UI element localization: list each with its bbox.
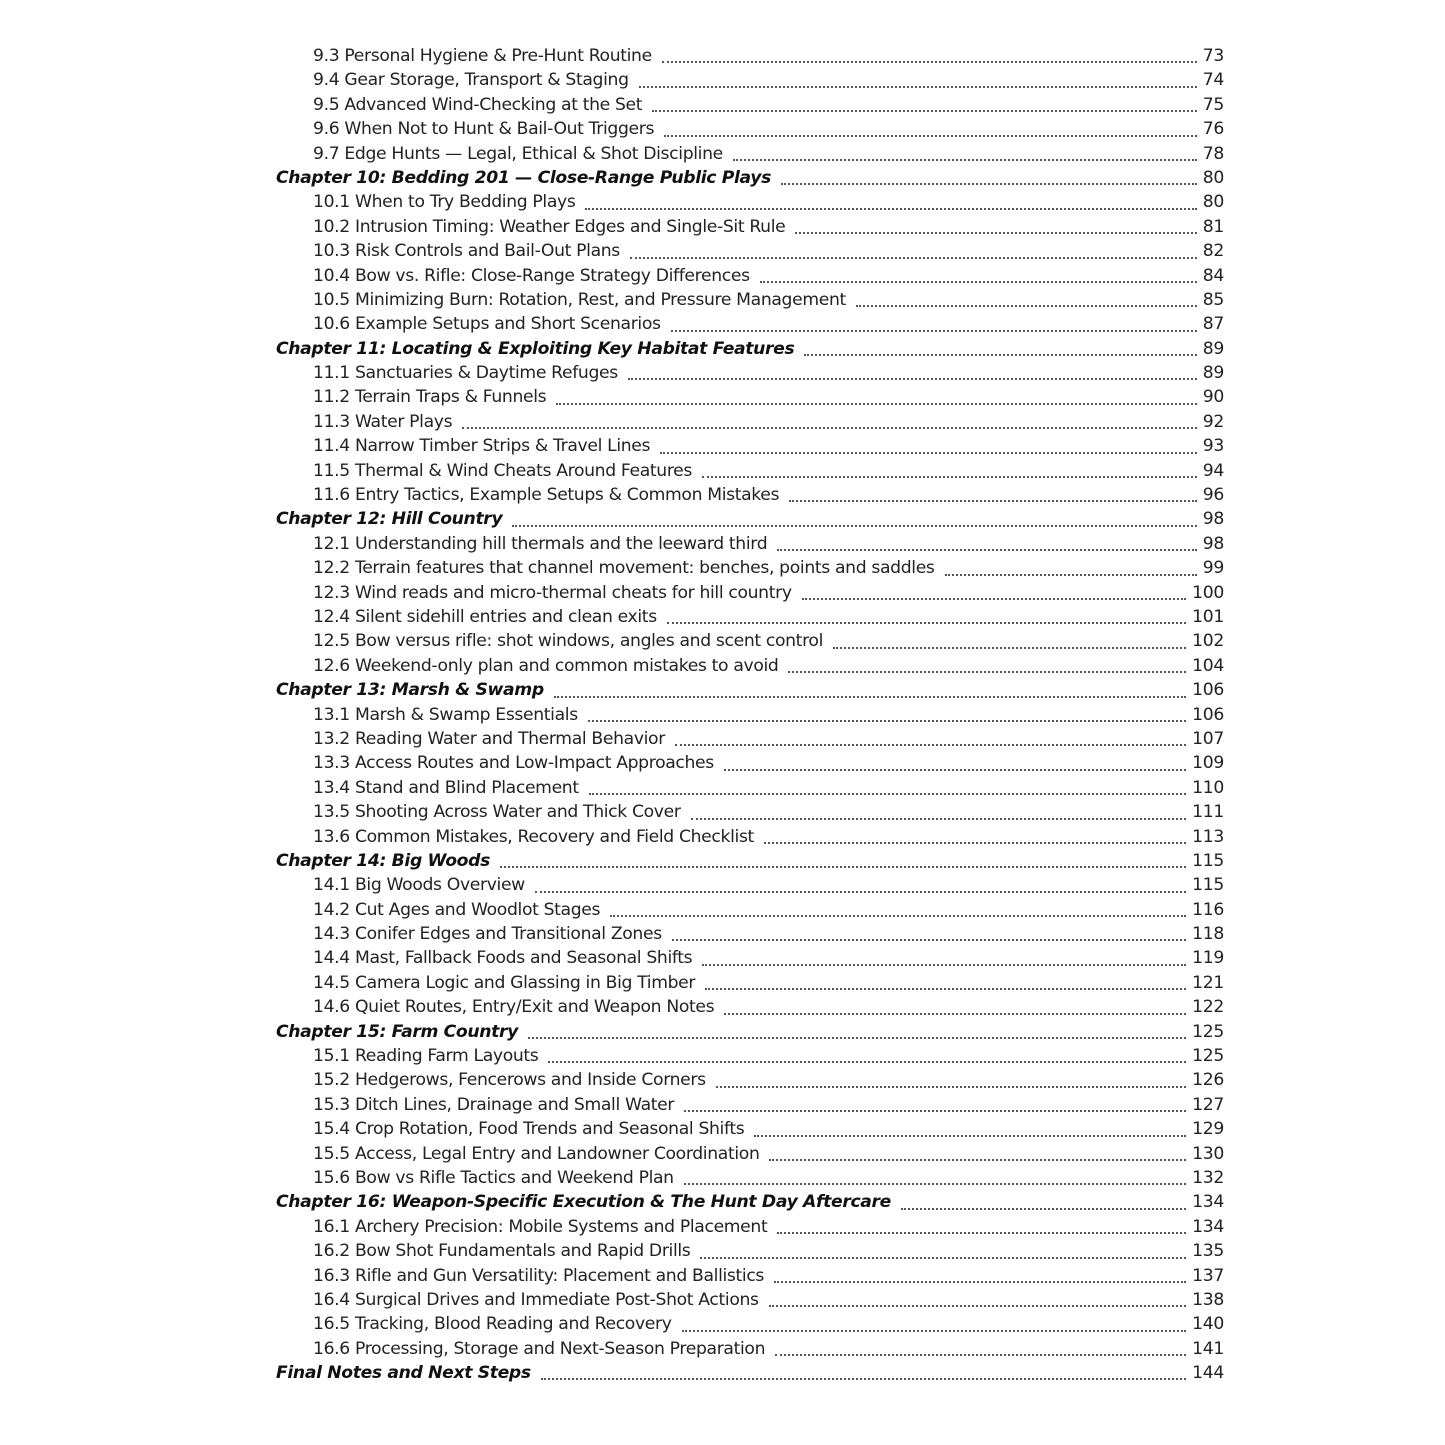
toc-section-entry[interactable] <box>276 142 1224 166</box>
dot-leader <box>628 378 1197 380</box>
toc-section-entry[interactable] <box>276 264 1224 288</box>
toc-entry-title: 13.2 Reading Water and Thermal Behavior <box>313 728 665 749</box>
dot-leader <box>769 1305 1186 1307</box>
toc-entry-page-number: 141 <box>1192 1338 1224 1359</box>
dot-leader <box>781 183 1197 185</box>
dot-leader <box>716 1086 1186 1088</box>
toc-section-entry[interactable] <box>276 605 1224 629</box>
toc-entry-title: 10.2 Intrusion Timing: Weather Edges and Single-Sit Rule <box>313 216 786 237</box>
toc-entry-title: 15.3 Ditch Lines, Drainage and Small Water <box>313 1094 675 1115</box>
dot-leader <box>754 1135 1186 1137</box>
toc-section-entry[interactable] <box>276 361 1224 385</box>
toc-section-entry[interactable] <box>276 117 1224 141</box>
toc-entry-page-number: 106 <box>1192 680 1224 701</box>
table-of-contents <box>276 44 1224 1385</box>
toc-entry-page-number: 98 <box>1202 509 1224 530</box>
toc-entry-title: 9.5 Advanced Wind-Checking at the Set <box>313 94 643 115</box>
toc-chapter-entry[interactable] <box>276 1361 1224 1385</box>
toc-entry-title: 16.3 Rifle and Gun Versatility: Placement and Ballistics <box>313 1265 765 1286</box>
toc-entry-page-number: 125 <box>1192 1021 1224 1042</box>
toc-entry-page-number: 118 <box>1192 924 1224 945</box>
toc-section-entry[interactable] <box>276 239 1224 263</box>
toc-entry-title: 15.6 Bow vs Rifle Tactics and Weekend Plan <box>313 1167 674 1188</box>
toc-entry-title: 9.4 Gear Storage, Transport & Staging <box>313 70 629 91</box>
toc-entry-page-number: 80 <box>1202 192 1224 213</box>
toc-entry-title: 13.6 Common Mistakes, Recovery and Field Checklist <box>313 826 754 847</box>
toc-section-entry[interactable] <box>276 776 1224 800</box>
toc-section-entry[interactable] <box>276 922 1224 946</box>
dot-leader <box>789 500 1197 502</box>
toc-section-entry[interactable] <box>276 995 1224 1019</box>
dot-leader <box>652 110 1197 112</box>
toc-entry-title: 12.5 Bow versus rifle: shot windows, angles and scent control <box>313 631 823 652</box>
toc-entry-page-number: 144 <box>1192 1363 1224 1384</box>
toc-entry-page-number: 87 <box>1202 314 1224 335</box>
dot-leader <box>554 696 1186 698</box>
toc-entry-title: Chapter 12: Hill Country <box>276 509 503 530</box>
toc-section-entry[interactable] <box>276 434 1224 458</box>
toc-entry-title: 11.5 Thermal & Wind Cheats Around Features <box>313 460 692 481</box>
dot-leader <box>724 769 1186 771</box>
toc-entry-page-number: 134 <box>1192 1216 1224 1237</box>
toc-section-entry[interactable] <box>276 215 1224 239</box>
dot-leader <box>588 720 1186 722</box>
toc-entry-title: 10.4 Bow vs. Rifle: Close-Range Strategy Differences <box>313 265 750 286</box>
toc-section-entry[interactable] <box>276 44 1224 68</box>
dot-leader <box>589 793 1186 795</box>
toc-entry-page-number: 76 <box>1202 119 1224 140</box>
toc-entry-page-number: 115 <box>1192 875 1224 896</box>
toc-chapter-entry[interactable] <box>276 678 1224 702</box>
toc-section-entry[interactable] <box>276 1044 1224 1068</box>
toc-section-entry[interactable] <box>276 873 1224 897</box>
toc-entry-title: 12.4 Silent sidehill entries and clean exits <box>313 606 657 627</box>
dot-leader <box>700 1257 1186 1259</box>
dot-leader <box>660 452 1197 454</box>
toc-section-entry[interactable] <box>276 1117 1224 1141</box>
toc-entry-title: 12.1 Understanding hill thermals and the leeward third <box>313 533 768 554</box>
toc-entry-title: 13.3 Access Routes and Low-Impact Approaches <box>313 753 714 774</box>
toc-section-entry[interactable] <box>276 459 1224 483</box>
toc-chapter-entry[interactable] <box>276 166 1224 190</box>
dot-leader <box>945 574 1197 576</box>
toc-entry-title: Final Notes and Next Steps <box>276 1363 531 1384</box>
toc-entry-title: 11.6 Entry Tactics, Example Setups & Common Mistakes <box>313 485 780 506</box>
toc-entry-page-number: 100 <box>1192 582 1224 603</box>
toc-entry-title: Chapter 13: Marsh & Swamp <box>276 680 544 701</box>
dot-leader <box>760 281 1197 283</box>
toc-entry-title: 13.5 Shooting Across Water and Thick Cover <box>313 802 681 823</box>
dot-leader <box>684 1110 1186 1112</box>
dot-leader <box>672 939 1186 941</box>
dot-leader <box>664 135 1197 137</box>
toc-entry-page-number: 119 <box>1192 948 1224 969</box>
dot-leader <box>500 866 1186 868</box>
dot-leader <box>662 61 1197 63</box>
dot-leader <box>541 1378 1186 1380</box>
toc-entry-page-number: 138 <box>1192 1289 1224 1310</box>
toc-entry-page-number: 89 <box>1202 363 1224 384</box>
toc-entry-title: 9.7 Edge Hunts — Legal, Ethical & Shot Discipline <box>313 143 723 164</box>
toc-entry-page-number: 96 <box>1202 485 1224 506</box>
toc-section-entry[interactable] <box>276 1264 1224 1288</box>
dot-leader <box>630 257 1197 259</box>
toc-entry-title: 9.6 When Not to Hunt & Bail-Out Triggers <box>313 119 655 140</box>
toc-entry-page-number: 93 <box>1202 436 1224 457</box>
toc-entry-page-number: 90 <box>1202 387 1224 408</box>
toc-entry-page-number: 107 <box>1192 728 1224 749</box>
toc-section-entry[interactable] <box>276 1337 1224 1361</box>
toc-entry-title: 15.4 Crop Rotation, Food Trends and Seasonal Shifts <box>313 1119 745 1140</box>
dot-leader <box>856 305 1197 307</box>
toc-entry-page-number: 116 <box>1192 899 1224 920</box>
toc-entry-title: 9.3 Personal Hygiene & Pre-Hunt Routine <box>313 46 652 66</box>
toc-entry-page-number: 115 <box>1192 850 1224 871</box>
dot-leader <box>788 671 1186 673</box>
dot-leader <box>556 403 1196 405</box>
toc-entry-title: 10.3 Risk Controls and Bail-Out Plans <box>313 241 620 262</box>
dot-leader <box>585 208 1196 210</box>
toc-entry-page-number: 89 <box>1202 338 1224 359</box>
toc-entry-page-number: 127 <box>1192 1094 1224 1115</box>
toc-entry-title: 11.4 Narrow Timber Strips & Travel Lines <box>313 436 651 457</box>
toc-chapter-entry[interactable] <box>276 337 1224 361</box>
toc-entry-title: 11.1 Sanctuaries & Daytime Refuges <box>313 363 618 384</box>
toc-entry-title: 10.1 When to Try Bedding Plays <box>313 192 576 213</box>
toc-section-entry[interactable] <box>276 385 1224 409</box>
dot-leader <box>691 818 1187 820</box>
toc-entry-page-number: 94 <box>1202 460 1224 481</box>
toc-entry-title: Chapter 11: Locating & Exploiting Key Habitat Features <box>276 338 795 359</box>
dot-leader <box>777 549 1196 551</box>
toc-entry-page-number: 80 <box>1202 167 1224 188</box>
toc-entry-title: 16.1 Archery Precision: Mobile Systems and Placement <box>313 1216 768 1237</box>
toc-section-entry[interactable] <box>276 800 1224 824</box>
toc-chapter-entry[interactable] <box>276 1020 1224 1044</box>
toc-entry-page-number: 111 <box>1192 802 1224 823</box>
dot-leader <box>528 1037 1186 1039</box>
toc-entry-page-number: 84 <box>1202 265 1224 286</box>
dot-leader <box>775 1354 1186 1356</box>
toc-entry-page-number: 75 <box>1202 94 1224 115</box>
toc-entry-page-number: 92 <box>1202 411 1224 432</box>
toc-entry-title: 16.6 Processing, Storage and Next-Season Preparation <box>313 1338 766 1359</box>
toc-entry-page-number: 126 <box>1192 1070 1224 1091</box>
toc-entry-page-number: 125 <box>1192 1046 1224 1067</box>
toc-entry-title: 12.3 Wind reads and micro-thermal cheats for hill country <box>313 582 792 603</box>
toc-entry-title: 11.3 Water Plays <box>313 411 453 432</box>
toc-entry-page-number: 137 <box>1192 1265 1224 1286</box>
toc-chapter-entry[interactable] <box>276 849 1224 873</box>
toc-entry-title: 12.2 Terrain features that channel movement: benches, points and saddles <box>313 558 935 579</box>
toc-entry-title: 15.1 Reading Farm Layouts <box>313 1046 539 1067</box>
dot-leader <box>764 842 1186 844</box>
toc-entry-title: Chapter 15: Farm Country <box>276 1021 518 1042</box>
toc-section-entry[interactable] <box>276 727 1224 751</box>
toc-entry-title: 16.2 Bow Shot Fundamentals and Rapid Drills <box>313 1241 691 1262</box>
toc-entry-page-number: 99 <box>1202 558 1224 579</box>
toc-entry-page-number: 121 <box>1192 972 1224 993</box>
toc-entry-page-number: 135 <box>1192 1241 1224 1262</box>
toc-section-entry[interactable] <box>276 483 1224 507</box>
toc-section-entry[interactable] <box>276 581 1224 605</box>
toc-entry-page-number: 81 <box>1202 216 1224 237</box>
toc-section-entry[interactable] <box>276 1093 1224 1117</box>
toc-entry-title: 11.2 Terrain Traps & Funnels <box>313 387 547 408</box>
toc-entry-page-number: 109 <box>1192 753 1224 774</box>
dot-leader <box>671 330 1197 332</box>
toc-section-entry[interactable] <box>276 288 1224 312</box>
toc-section-entry[interactable] <box>276 971 1224 995</box>
toc-entry-page-number: 106 <box>1192 704 1224 725</box>
toc-section-entry[interactable] <box>276 1215 1224 1239</box>
toc-section-entry[interactable] <box>276 93 1224 117</box>
toc-section-entry[interactable] <box>276 1239 1224 1263</box>
toc-entry-page-number: 98 <box>1202 533 1224 554</box>
toc-entry-title: Chapter 14: Big Woods <box>276 850 490 871</box>
dot-leader <box>774 1281 1186 1283</box>
dot-leader <box>512 525 1196 527</box>
toc-entry-page-number: 78 <box>1202 143 1224 164</box>
toc-section-entry[interactable] <box>276 703 1224 727</box>
dot-leader <box>795 232 1196 234</box>
toc-section-entry[interactable] <box>276 654 1224 678</box>
dot-leader <box>667 622 1186 624</box>
dot-leader <box>769 1159 1186 1161</box>
toc-section-entry[interactable] <box>276 1166 1224 1190</box>
toc-entry-page-number: 101 <box>1192 606 1224 627</box>
toc-section-entry[interactable] <box>276 410 1224 434</box>
toc-entry-title: 10.6 Example Setups and Short Scenarios <box>313 314 661 335</box>
toc-entry-page-number: 113 <box>1192 826 1224 847</box>
toc-entry-title: 13.4 Stand and Blind Placement <box>313 777 579 798</box>
toc-chapter-entry[interactable] <box>276 507 1224 531</box>
dot-leader <box>462 427 1197 429</box>
dot-leader <box>804 354 1196 356</box>
dot-leader <box>705 988 1186 990</box>
toc-section-entry[interactable] <box>276 629 1224 653</box>
toc-chapter-entry[interactable] <box>276 1190 1224 1214</box>
toc-entry-title: 12.6 Weekend-only plan and common mistakes to avoid <box>313 655 779 676</box>
toc-entry-title: 16.5 Tracking, Blood Reading and Recovery <box>313 1314 672 1335</box>
toc-entry-title: 16.4 Surgical Drives and Immediate Post-Shot Actions <box>313 1289 759 1310</box>
toc-section-entry[interactable] <box>276 556 1224 580</box>
toc-section-entry[interactable] <box>276 946 1224 970</box>
toc-entry-title: 14.6 Quiet Routes, Entry/Exit and Weapon Notes <box>313 997 715 1018</box>
toc-entry-page-number: 132 <box>1192 1167 1224 1188</box>
dot-leader <box>610 915 1186 917</box>
toc-section-entry[interactable] <box>276 532 1224 556</box>
toc-entry-page-number: 122 <box>1192 997 1224 1018</box>
toc-entry-title: 10.5 Minimizing Burn: Rotation, Rest, and Pressure Management <box>313 289 846 310</box>
toc-entry-title: 14.2 Cut Ages and Woodlot Stages <box>313 899 601 920</box>
toc-entry-title: 14.3 Conifer Edges and Transitional Zones <box>313 924 662 945</box>
toc-section-entry[interactable] <box>276 825 1224 849</box>
toc-entry-page-number: 85 <box>1202 289 1224 310</box>
dot-leader <box>702 476 1197 478</box>
toc-entry-page-number: 129 <box>1192 1119 1224 1140</box>
dot-leader <box>702 964 1186 966</box>
toc-entry-title: 14.1 Big Woods Overview <box>313 875 525 896</box>
toc-section-entry[interactable] <box>276 898 1224 922</box>
toc-section-entry[interactable] <box>276 190 1224 214</box>
toc-entry-title: 15.2 Hedgerows, Fencerows and Inside Corners <box>313 1070 706 1091</box>
dot-leader <box>733 159 1197 161</box>
dot-leader <box>833 647 1186 649</box>
toc-entry-title: 14.4 Mast, Fallback Foods and Seasonal Shifts <box>313 948 693 969</box>
toc-section-entry[interactable] <box>276 751 1224 775</box>
toc-entry-page-number: 140 <box>1192 1314 1224 1335</box>
dot-leader <box>535 891 1186 893</box>
toc-entry-page-number: 130 <box>1192 1143 1224 1164</box>
toc-section-entry[interactable] <box>276 1312 1224 1336</box>
toc-entry-title: 13.1 Marsh & Swamp Essentials <box>313 704 578 725</box>
toc-entry-title: Chapter 10: Bedding 201 — Close-Range Public Plays <box>276 167 771 188</box>
toc-section-entry[interactable] <box>276 1068 1224 1092</box>
toc-entry-title: Chapter 16: Weapon-Specific Execution & The Hunt Day Aftercare <box>276 1192 891 1213</box>
toc-entry-title: 14.5 Camera Logic and Glassing in Big Timber <box>313 972 696 993</box>
toc-entry-page-number: 104 <box>1192 655 1224 676</box>
toc-entry-page-number: 73 <box>1202 46 1224 66</box>
toc-entry-page-number: 102 <box>1192 631 1224 652</box>
dot-leader <box>684 1183 1186 1185</box>
toc-section-entry[interactable] <box>276 1142 1224 1166</box>
dot-leader <box>548 1061 1186 1063</box>
dot-leader <box>724 1013 1186 1015</box>
toc-entry-title: 15.5 Access, Legal Entry and Landowner Coordination <box>313 1143 760 1164</box>
toc-entry-page-number: 82 <box>1202 241 1224 262</box>
toc-section-entry[interactable] <box>276 312 1224 336</box>
dot-leader <box>802 598 1186 600</box>
dot-leader <box>901 1208 1186 1210</box>
toc-entry-page-number: 74 <box>1202 70 1224 91</box>
dot-leader <box>682 1330 1187 1332</box>
dot-leader <box>639 86 1197 88</box>
dot-leader <box>675 744 1186 746</box>
toc-section-entry[interactable] <box>276 1288 1224 1312</box>
toc-entry-page-number: 134 <box>1192 1192 1224 1213</box>
dot-leader <box>777 1232 1186 1234</box>
toc-entry-page-number: 110 <box>1192 777 1224 798</box>
toc-section-entry[interactable] <box>276 68 1224 92</box>
